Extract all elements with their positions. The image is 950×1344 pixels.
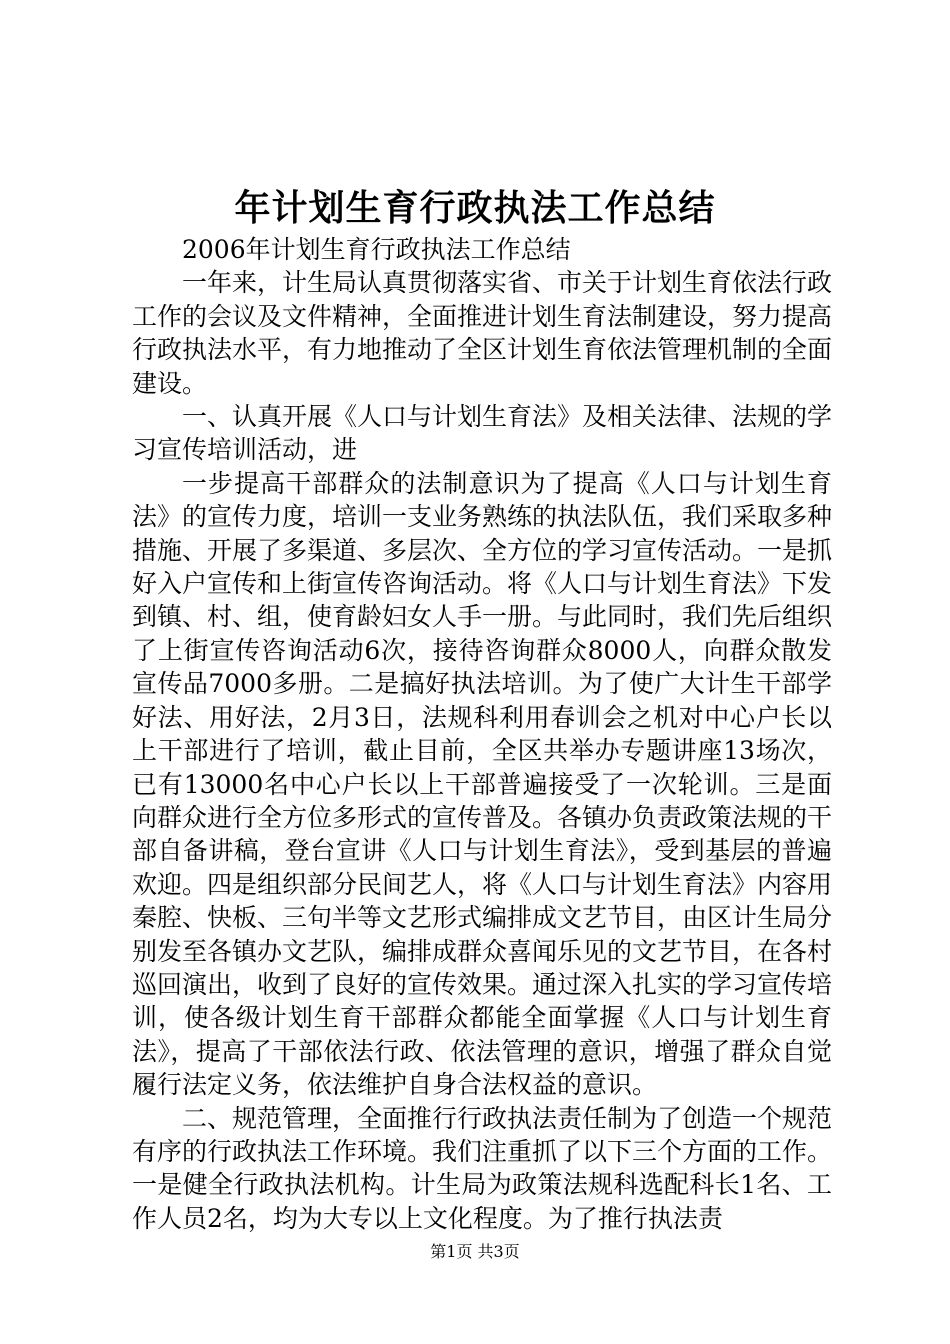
- page-footer: 第1页 共3页: [430, 1242, 520, 1261]
- paragraph: 2006年计划生育行政执法工作总结: [182, 235, 571, 264]
- paragraph: 二、规范管理，全面推行行政执法责任制为了创造一个规范有序的行政执法工作环境。我们注重抓了以下三个方面的工作。一是健全行政执法机构。计生局为政策法规科选配科长1名、工作人员2名，均为大专以上文化程度。为了推行执法责: [132, 1103, 833, 1233]
- paragraph: 一、认真开展《人口与计划生育法》及相关法律、法规的学习宣传培训活动，进: [132, 402, 833, 465]
- document-title: 年计划生育行政执法工作总结: [234, 187, 716, 229]
- paragraph: 一年来，计生局认真贯彻落实省、市关于计划生育依法行政工作的会议及文件精神，全面推进计划生育法制建设，努力提高行政执法水平，有力地推动了全区计划生育依法管理机制的全面建设。: [132, 268, 833, 398]
- paragraph: 一步提高干部群众的法制意识为了提高《人口与计划生育法》的宣传力度，培训一支业务熟练的执法队伍，我们采取多种措施、开展了多渠道、多层次、全方位的学习宣传活动。一是抓好入户宣传和上街宣传咨询活动。将《人口与计划生育法》下发到镇、村、组，使育龄妇女人手一册。与此同时，我们先后组织了上街宣传咨询活动6次，接待咨询群众8000人，向群众散发宣传品7000多册。二是搞好执法培训。为了使广大计生干部学好法、用好法，2月3日，法规科利用春训会之机对中心户长以上干部进行了培训，截止目前，全区共举办专题讲座13场次，已有13000名中心户长以上干部普遍接受了一次轮训。三是面向群众进行全方位多形式的宣传普及。各镇办负责政策法规的干部自备讲稿，登台宣讲《人口与计划生育法》，受到基层的普遍欢迎。四是组织部分民间艺人，将《人口与计划生育法》内容用秦腔、快板、三句半等文艺形式编排成文艺节目，由区计生局分别发至各镇办文艺队，编排成群众喜闻乐见的文艺节目，在各村巡回演出，收到了良好的宣传效果。通过深入扎实的学习宣传培训，使各级计划生育干部群众都能全面掌握《人口与计划生育法》，提高了干部依法行政、依法管理的意识，增强了群众自觉履行法定义务，依法维护自身合法权益的意识。: [132, 468, 833, 1100]
- document-body: [132, 233, 832, 1235]
